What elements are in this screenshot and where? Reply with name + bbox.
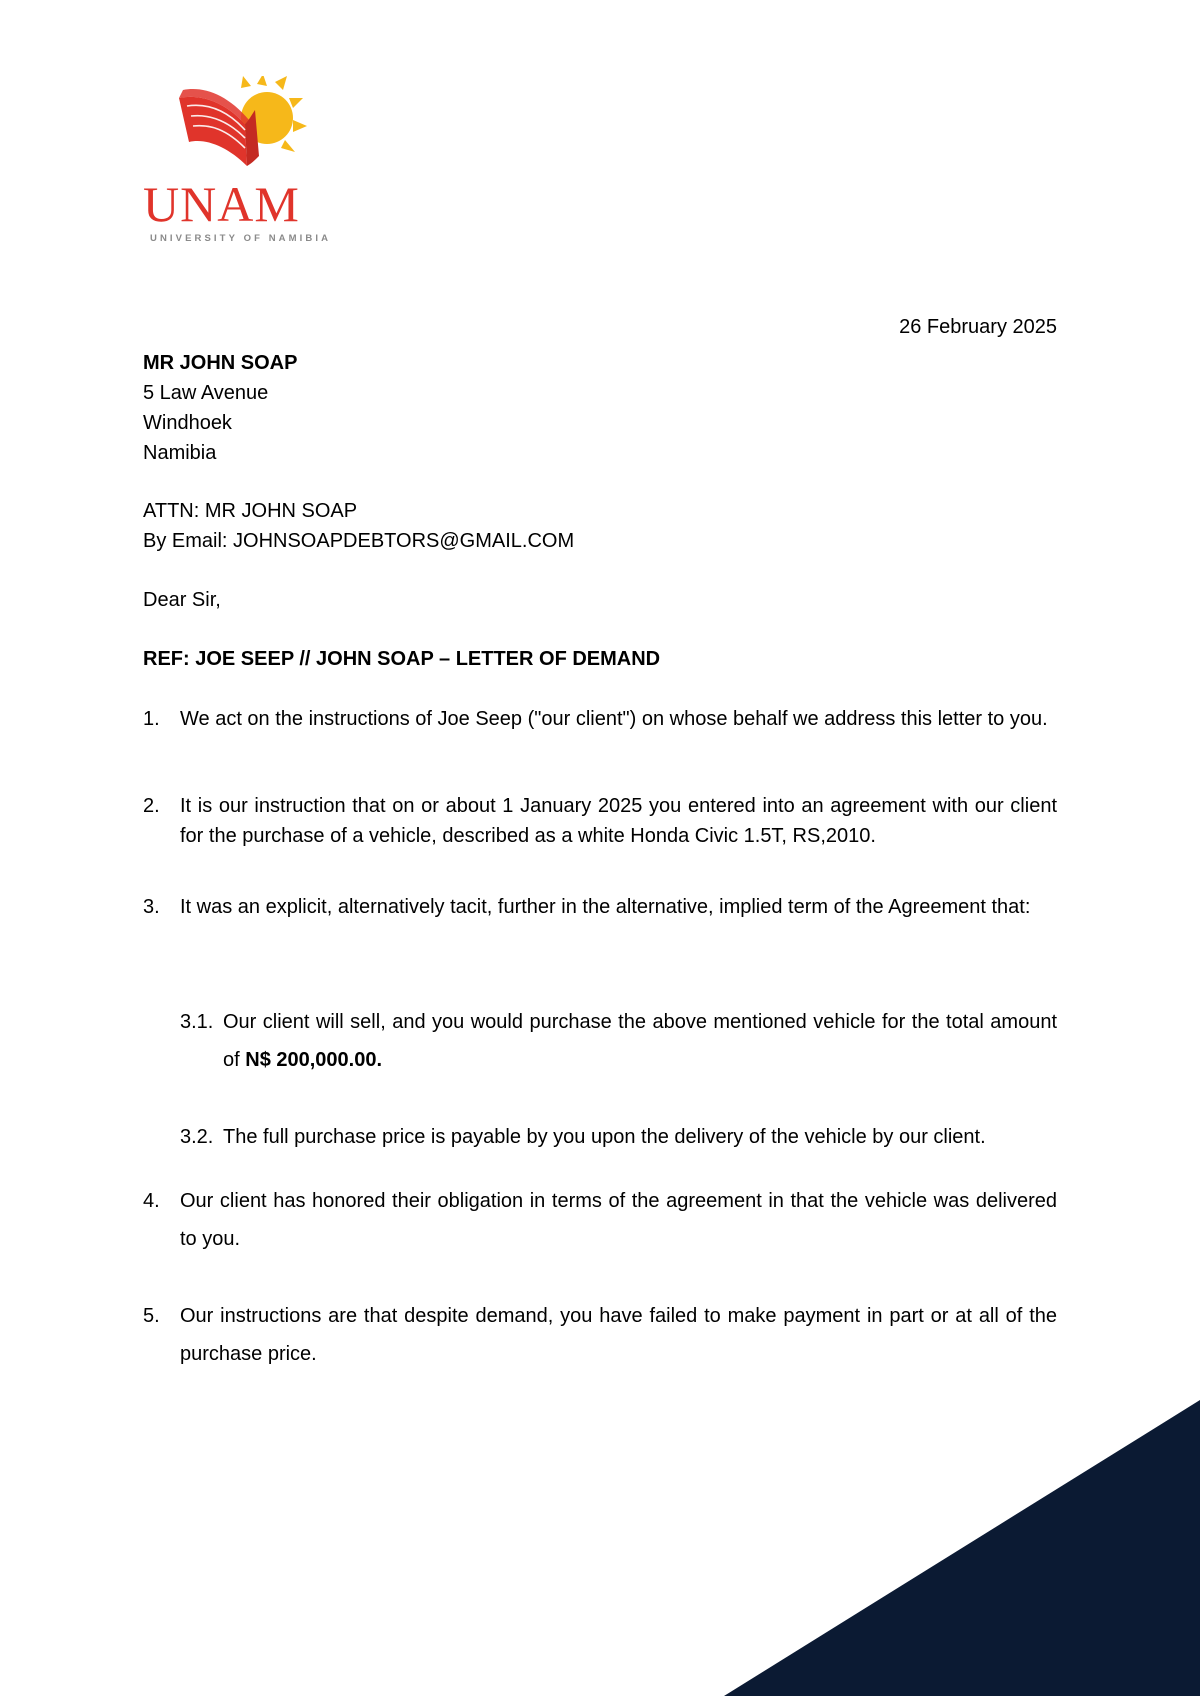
recipient-name: MR JOHN SOAP: [143, 352, 298, 374]
subparagraph-text: [223, 1003, 1057, 1079]
paragraph-text: Our client has honored their obligation in terms of the agreement in that the vehicle was delivered to you.: [180, 1190, 1057, 1250]
attn-block: [143, 496, 574, 556]
subparagraph-number: 3.1.: [180, 1011, 214, 1033]
logo-wordmark: UNAM: [143, 176, 300, 232]
salutation: Dear Sir,: [143, 589, 221, 611]
paragraph-text: It was an explicit, alternatively tacit, further in the alternative, implied term of the Agreement that:: [180, 896, 1031, 918]
letter-date: 26 February 2025: [899, 316, 1057, 338]
logo-subtitle: UNIVERSITY OF NAMIBIA: [150, 233, 332, 244]
recipient-address-line: Namibia: [143, 442, 217, 464]
attn-line: ATTN: MR JOHN SOAP: [143, 500, 358, 522]
paragraph-text: Our instructions are that despite demand, you have failed to make payment in part or at all of the purchase price.: [180, 1305, 1057, 1365]
paragraph-number: 1.: [143, 708, 160, 730]
paragraph-number: 2.: [143, 795, 160, 817]
book-sun-icon: [179, 76, 309, 176]
paragraph-text: We act on the instructions of Joe Seep ("our client") on whose behalf we address this letter to you.: [180, 708, 1048, 730]
unam-logo: [143, 76, 353, 246]
paragraph-text: It is our instruction that on or about 1 January 2025 you entered into an agreement with our client for the purchase of a vehicle, described as a white Honda Civic 1.5T, RS,2010.: [180, 795, 1057, 847]
email-line: By Email: JOHNSOAPDEBTORS@GMAIL.COM: [143, 530, 575, 552]
subparagraph-number: 3.2.: [180, 1126, 214, 1148]
subparagraph-text: The full purchase price is payable by you upon the delivery of the vehicle by our client.: [223, 1126, 986, 1148]
corner-triangle: [724, 1400, 1200, 1696]
reference-line: REF: JOE SEEP // JOHN SOAP – LETTER OF DEMAND: [143, 648, 661, 670]
recipient-address-line: 5 Law Avenue: [143, 382, 269, 404]
subparagraph-text-main: Our client will sell, and you would purchase the above mentioned vehicle for the total amount of: [223, 1011, 1057, 1071]
recipient-block: [143, 348, 297, 468]
paragraph-number: 5.: [143, 1305, 160, 1327]
paragraph-number: 3.: [143, 896, 160, 918]
recipient-address-line: Windhoek: [143, 412, 232, 434]
purchase-amount: N$ 200,000.00: [245, 1049, 377, 1071]
amount-suffix: .: [376, 1049, 383, 1071]
paragraph-number: 4.: [143, 1190, 160, 1212]
